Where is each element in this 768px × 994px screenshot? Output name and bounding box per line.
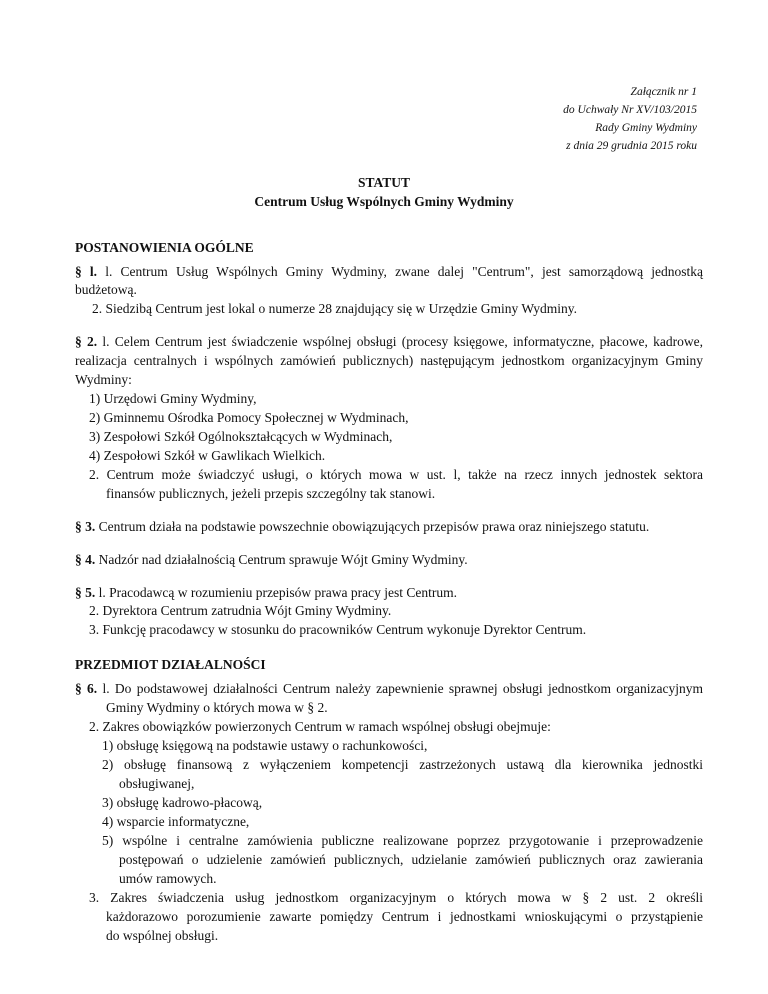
document-title: STATUT: [357, 175, 411, 190]
list-item: 2) obsługę finansową z wyłączeniem kompetencji zastrzeżonych ustawą dla kierownika jednostki: [102, 757, 703, 772]
list-item: 3) Zespołowi Szkół Ogólnokształcących w Wydminach,: [89, 429, 393, 444]
paragraph-line: § 4. Nadzór nad działalnością Centrum sprawuje Wójt Gminy Wydminy.: [75, 552, 468, 567]
paragraph-number: § 3.: [75, 519, 96, 534]
attachment-note: [563, 83, 697, 155]
list-item: 5) wspólne i centralne zamówienia publiczne realizowane poprzez przygotowanie i przeprowadzenie: [102, 833, 703, 848]
paragraph-line: 2. Zakres obowiązków powierzonych Centrum w ramach wspólnej obsługi obejmuje:: [89, 719, 551, 734]
paragraph-line: § 5. l. Pracodawcą w rozumieniu przepisów prawa pracy jest Centrum.: [75, 585, 458, 600]
section-heading: PRZEDMIOT DZIAŁALNOŚCI: [75, 657, 266, 672]
paragraph-line: § 2. l. Celem Centrum jest świadczenie wspólnej obsługi (procesy księgowe, informatyczne, płacowe, kadrowe,: [75, 334, 704, 349]
paragraph-number: § l.: [75, 264, 98, 279]
list-item: postępowań o udzielenie zamówień publicznych, udzielanie zamówień publicznych oraz zawierania: [119, 852, 703, 867]
paragraph-line: do wspólnej obsługi.: [106, 928, 219, 943]
paragraph-line: § 3. Centrum działa na podstawie powszechnie obowiązujących przepisów prawa oraz niniejszego statutu.: [75, 519, 650, 534]
paragraph-line: § l. l. Centrum Usług Wspólnych Gminy Wydminy, zwane dalej "Centrum", jest samorządową jednostką: [75, 264, 704, 279]
paragraph-line: finansów publicznych, jeżeli przepis szczególny tak stanowi.: [106, 486, 436, 501]
paragraph-line: Wydminy:: [75, 372, 132, 387]
list-item: obsługiwanej,: [119, 776, 195, 791]
paragraph-line: 2. Siedzibą Centrum jest lokal o numerze 28 znajdujący się w Urzędzie Gminy Wydminy.: [92, 301, 578, 316]
paragraph-number: § 6.: [75, 681, 98, 696]
attachment-line: Rady Gminy Wydminy: [595, 122, 697, 134]
paragraph-number: § 5.: [75, 585, 96, 600]
paragraph-line: 3. Funkcję pracodawcy w stosunku do pracowników Centrum wykonuje Dyrektor Centrum.: [89, 622, 587, 637]
list-item: 4) wsparcie informatyczne,: [102, 814, 250, 829]
list-item: 4) Zespołowi Szkół w Gawlikach Wielkich.: [89, 448, 326, 463]
list-item: umów ramowych.: [119, 871, 217, 886]
paragraph-line: § 6. l. Do podstawowej działalności Centrum należy zapewnienie sprawnej obsługi jednostkom organizacyjnym: [75, 681, 704, 696]
paragraph-line: 2. Dyrektora Centrum zatrudnia Wójt Gminy Wydminy.: [89, 603, 392, 618]
section-heading: POSTANOWIENIA OGÓLNE: [75, 240, 254, 255]
attachment-line: Załącznik nr 1: [630, 86, 697, 98]
paragraph-number: § 2.: [75, 334, 98, 349]
paragraph-number: § 4.: [75, 552, 96, 567]
attachment-line: do Uchwały Nr XV/103/2015: [563, 104, 697, 116]
list-item: 1) obsługę księgową na podstawie ustawy o rachunkowości,: [102, 738, 428, 753]
list-item: 3) obsługę kadrowo-płacową,: [102, 795, 263, 810]
paragraph-line: budżetową.: [75, 282, 137, 297]
paragraph-line: 3. Zakres świadczenia usług jednostkom organizacyjnym o których mowa w § 2 ust. 2 określi: [89, 890, 703, 905]
paragraph-line: Gminy Wydminy o których mowa w § 2.: [106, 700, 328, 715]
attachment-line: z dnia 29 grudnia 2015 roku: [566, 140, 697, 152]
list-item: 2) Gminnemu Ośrodka Pomocy Społecznej w Wydminach,: [89, 410, 409, 425]
paragraph-line: realizacja centralnych i wspólnych zamówień publicznych) następującym jednostkom organizacyjnym Gminy: [75, 353, 703, 368]
document-subtitle: Centrum Usług Wspólnych Gminy Wydminy: [254, 194, 514, 209]
paragraph-line: każdorazowo porozumienie zawarte pomiędzy Centrum i jednostkami wnioskującymi o przystąpienie: [106, 909, 703, 924]
list-item: 1) Urzędowi Gminy Wydminy,: [89, 391, 257, 406]
paragraph-line: 2. Centrum może świadczyć usługi, o których mowa w ust. l, także na rzecz innych jednostek sektora: [89, 467, 703, 482]
